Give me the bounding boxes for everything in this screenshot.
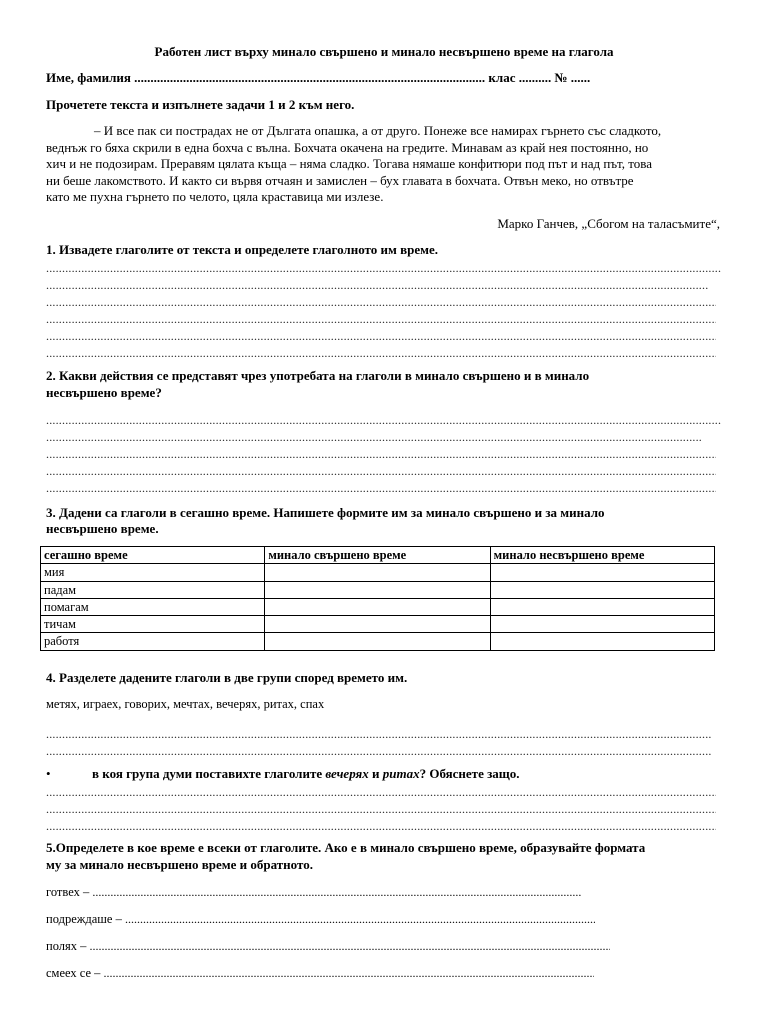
answer-cell[interactable] [490,564,714,581]
worksheet-title: Работен лист върху минало свършено и минало несвършено време на глагола [154,44,614,59]
answer-line [46,448,716,460]
subquestion-verb: ритах [382,766,420,781]
answer-line [46,431,701,443]
verb-cell: мия [41,564,265,581]
bullet-marker: • [46,766,51,781]
header-present: сегашно време [41,547,265,564]
task3-heading-line2: несвършено време. [46,521,159,536]
table-header-row [41,547,715,564]
answer-line [46,745,711,757]
table-row [41,564,715,581]
table-row [41,616,715,633]
answer-line [46,279,708,291]
task5-verb: полях – [46,939,87,953]
verb-forms-table [40,546,715,651]
class-dots: .......... [518,70,552,85]
answer-cell[interactable] [265,598,490,615]
instruction: Прочетете текста и изпълнете задачи 1 и 2 към него. [46,97,355,112]
answer-cell[interactable] [490,598,714,615]
table-row [41,598,715,615]
answer-line [46,296,716,308]
table-row [41,581,715,598]
answer-line [90,939,610,955]
answer-cell[interactable] [265,616,490,633]
answer-cell[interactable] [265,581,490,598]
name-label: Име, фамилия [46,70,131,85]
answer-line [125,912,595,928]
answer-line [46,347,716,359]
task3-heading-line1: 3. Дадени са глаголи в сегашно време. Напишете формите им за минало свършено и за минало [46,505,605,520]
answer-line [92,885,582,901]
table-row [41,633,715,650]
verb-cell: работя [41,633,265,650]
passage-line: – И все пак си пострадах не от Дългата опашка, а от друго. Понеже все намирах гърнето със сладкото, [94,123,662,138]
task2-heading-line2: несвършено време? [46,385,162,400]
subquestion-text: ? Обяснете защо. [419,766,520,781]
task5-item [46,938,610,954]
passage [46,123,726,206]
answer-cell[interactable] [490,581,714,598]
subquestion-verb: вечерях [325,766,369,781]
answer-line [46,330,716,342]
passage-line: ни беше лакомството. И както си вървя отчаян и замислен – бух главата в бохчата. Отвън меко, но отвътре [46,172,634,188]
answer-cell[interactable] [265,564,490,581]
task5-verb: готвех – [46,885,90,899]
name-line [46,70,590,87]
answer-line [46,414,721,426]
number-label: № [554,70,568,85]
verb-cell: падам [41,581,265,598]
passage-source: Марко Ганчев, „Сбогом на таласъмите“, [497,216,720,231]
passage-line: веднъж го бяха скрили в една бохча с вълна. Бохчата окачена на гредите. Минавам аз край нея постоянно, но [46,139,649,155]
task5-heading-line1: 5.Определете в кое време е всеки от глаголите. Ако е в минало свършено време, образувайте формата [46,840,646,855]
answer-line [46,786,716,798]
subquestion-text: в коя група думи поставихте глаголите [92,766,326,781]
answer-cell[interactable] [490,616,714,633]
answer-line [46,728,711,740]
task4-subquestion [92,766,520,783]
verb-cell: тичам [41,616,265,633]
header-past-perfective: минало свършено време [265,547,490,564]
header-past-imperfective: минало несвършено време [490,547,714,564]
answer-cell[interactable] [490,633,714,650]
answer-line [46,803,716,815]
task4-word-list: метях, играех, говорих, мечтах, вечерях, ритах, спах [46,697,325,711]
number-dots: ...... [570,70,591,85]
class-label: клас [488,70,516,85]
answer-line [46,820,716,832]
answer-line [104,966,594,982]
task5-item [46,911,595,927]
task5-item [46,965,594,981]
subquestion-and: и [368,766,383,781]
verb-cell: помагам [41,598,265,615]
task5-verb: смеех се – [46,966,101,980]
task5-verb: подреждаше – [46,912,122,926]
name-dots: ............................................................................................................ [134,70,486,85]
task4-heading: 4. Разделете дадените глаголи в две групи според времето им. [46,670,408,685]
passage-line: хич и не подозирам. Преравям цялата къща – няма сладко. Тогава нямаше конфитюри под път и над път, това [46,156,652,171]
passage-line: като ме пухна гърнето по челото, цяла краставица ми излезе. [46,189,384,204]
answer-line [46,313,716,325]
task5-item [46,884,582,900]
task1-heading: 1. Извадете глаголите от текста и определете глаголното им време. [46,242,438,257]
answer-line [46,465,716,477]
answer-line [46,482,716,494]
answer-cell[interactable] [265,633,490,650]
task5-heading-line2: му за минало несвършено време и обратното. [46,857,313,872]
answer-line [46,262,721,274]
task2-heading-line1: 2. Какви действия се представят чрез употребата на глаголи в минало свършено и в минало [46,368,590,383]
